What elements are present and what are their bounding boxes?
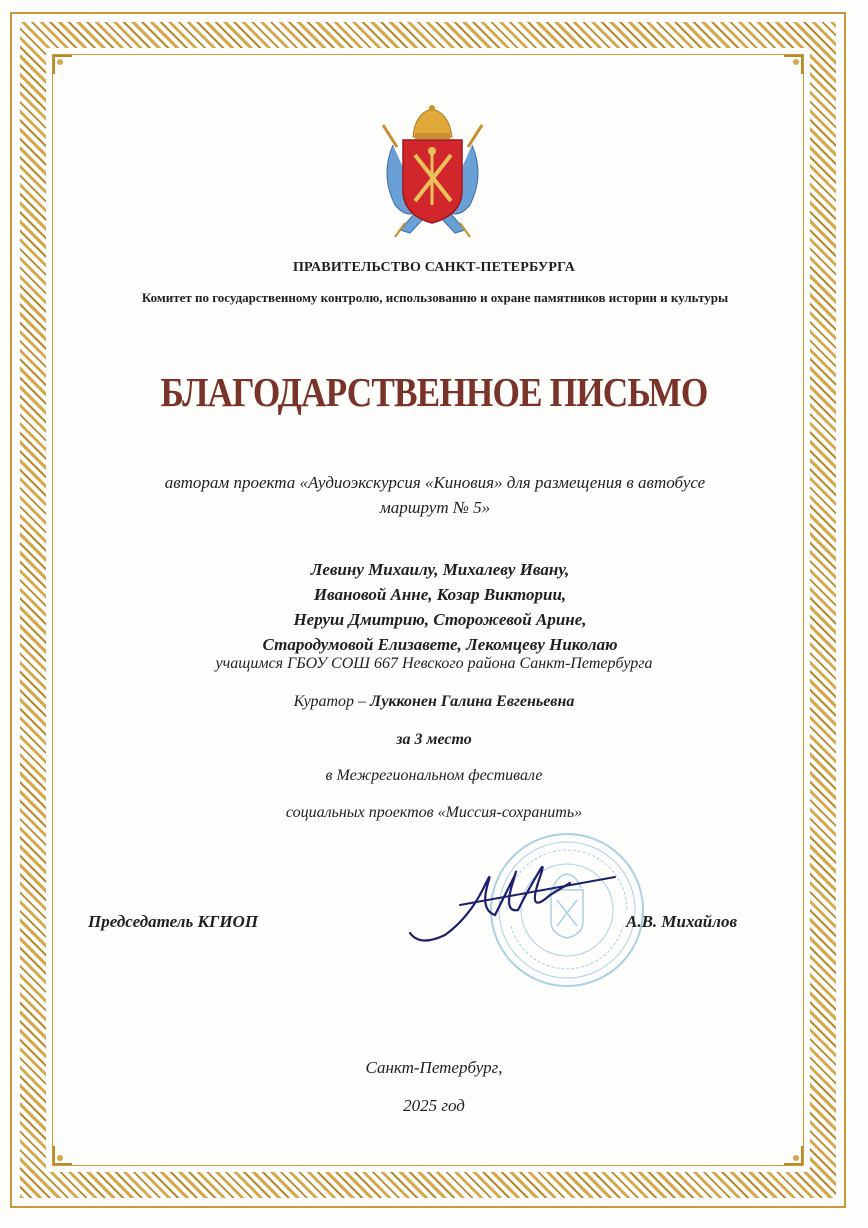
corner-ornament-icon [782, 1144, 804, 1166]
signer-name: А.В. Михайлов [626, 912, 738, 931]
recipients-list [160, 557, 720, 657]
coat-of-arms-icon [375, 105, 490, 240]
document-title: БЛАГОДАРСТВЕННОЕ ПИСЬМО [160, 369, 708, 415]
city-line: Санкт-Петербург, [365, 1058, 503, 1077]
festival-line: социальных проектов «Миссия-сохранить» [285, 804, 583, 821]
festival-line: в Межрегиональном фестивале [325, 767, 543, 784]
curator-label: Куратор – [293, 693, 367, 710]
recipient-line: Неруш Дмитрию, Сторожевой Арине, [293, 610, 587, 629]
school-line: учащимся ГБОУ СОШ 667 Невского района Санкт-Петербурга [215, 655, 653, 672]
government-heading: ПРАВИТЕЛЬСТВО САНКТ-ПЕТЕРБУРГА [292, 260, 576, 275]
signature-icon [400, 855, 630, 950]
curator-name: Лукконен Галина Евгеньевна [370, 693, 575, 710]
project-line: маршрут № 5» [379, 498, 491, 517]
curator-line [0, 693, 868, 711]
corner-ornament-icon [52, 54, 74, 76]
corner-ornament-icon [52, 1144, 74, 1166]
year-line: 2025 год [403, 1096, 465, 1115]
recipient-line: Ивановой Анне, Козар Виктории, [313, 585, 567, 604]
project-description [90, 470, 780, 520]
signer-position: Председатель КГИОП [88, 912, 259, 931]
recipient-line: Левину Михаилу, Михалеву Ивану, [310, 560, 570, 579]
recipient-line: Стародумовой Елизавете, Лекомцеву Николаю [262, 635, 618, 654]
committee-heading: Комитет по государственному контролю, использованию и охране памятников истории и культуры [141, 290, 729, 305]
corner-ornament-icon [782, 54, 804, 76]
project-line: авторам проекта «Аудиоэкскурсия «Киновия» для размещения в автобусе [164, 473, 706, 492]
award-place: за 3 место [396, 731, 472, 748]
